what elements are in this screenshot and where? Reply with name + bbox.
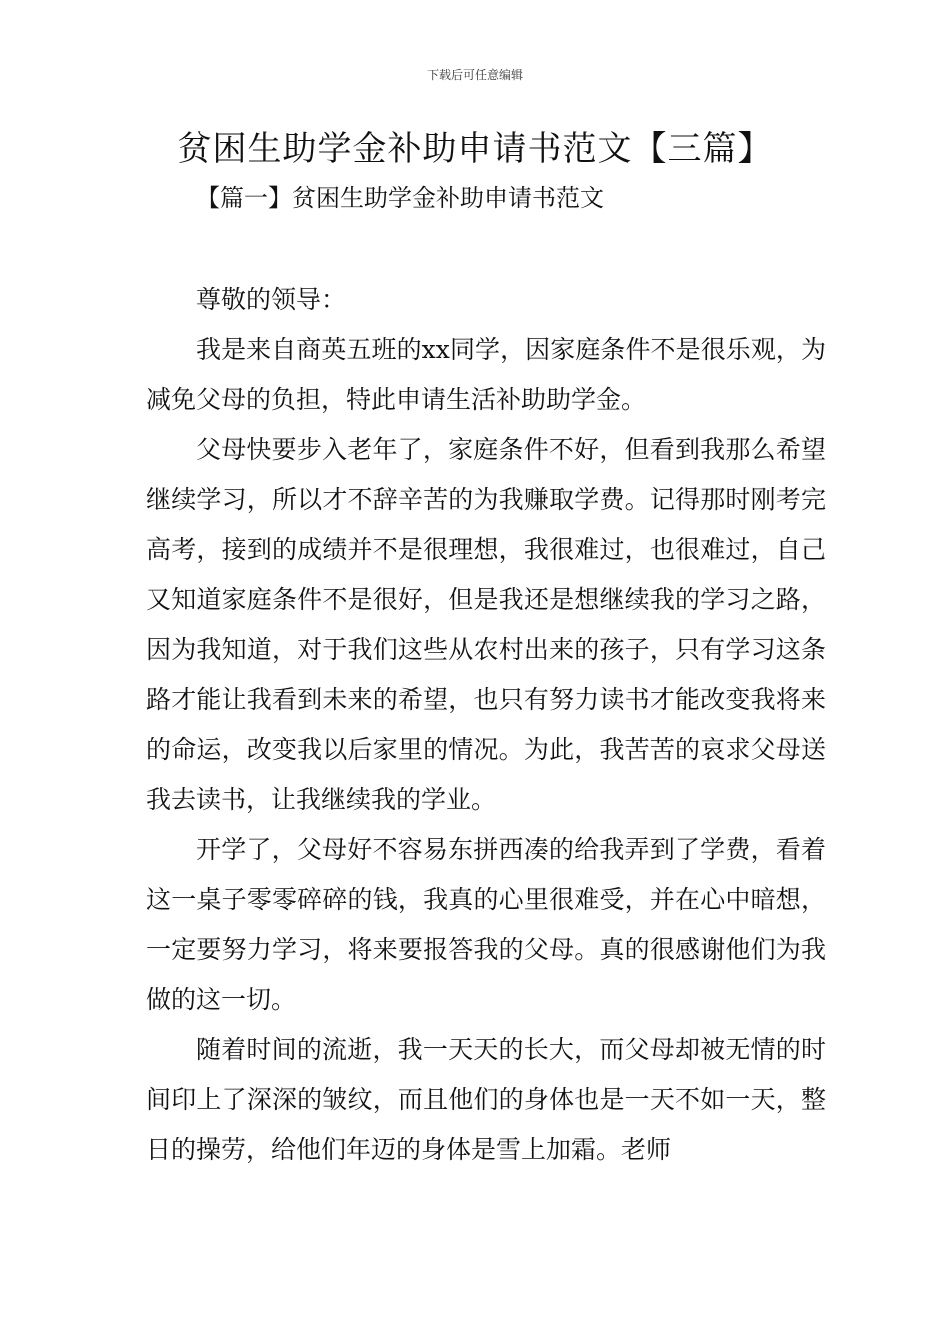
document-title: 贫困生助学金补助申请书范文【三篇】 <box>177 129 773 169</box>
section-heading: 【篇一】贫困生助学金补助申请书范文 <box>196 184 604 212</box>
header-note: 下载后可任意编辑 <box>426 68 523 82</box>
paragraph: 我是来自商英五班的xx同学，因家庭条件不是很乐观，为减免父母的负担，特此申请生活补助助学金。 <box>146 335 826 414</box>
paragraph: 开学了，父母好不容易东拼西凑的给我弄到了学费，看着这一桌子零零碎碎的钱，我真的心里很难受，并在心中暗想，一定要努力学习，将来要报答我的父母。真的很感谢他们为我做的这一切。 <box>146 835 826 1014</box>
salutation: 尊敬的领导： <box>196 285 347 314</box>
document-body <box>146 275 826 1175</box>
paragraph: 随着时间的流逝，我一天天的长大，而父母却被无情的时间印上了深深的皱纹，而且他们的身体也是一天不如一天，整日的操劳，给他们年迈的身体是雪上加霜。老师 <box>146 1035 826 1164</box>
paragraph: 父母快要步入老年了，家庭条件不好，但看到我那么希望继续学习，所以才不辞辛苦的为我赚取学费。记得那时刚考完高考，接到的成绩并不是很理想，我很难过，也很难过，自己又知道家庭条件不是很好，但是我还是想继续我的学习之路，因为我知道，对于我们这些从农村出来的孩子，只有学习这条路才能让我看到未来的希望，也只有努力读书才能改变我将来的命运，改变我以后家里的情况。为此，我苦苦的哀求父母送我去读书，让我继续我的学业。 <box>146 435 826 814</box>
